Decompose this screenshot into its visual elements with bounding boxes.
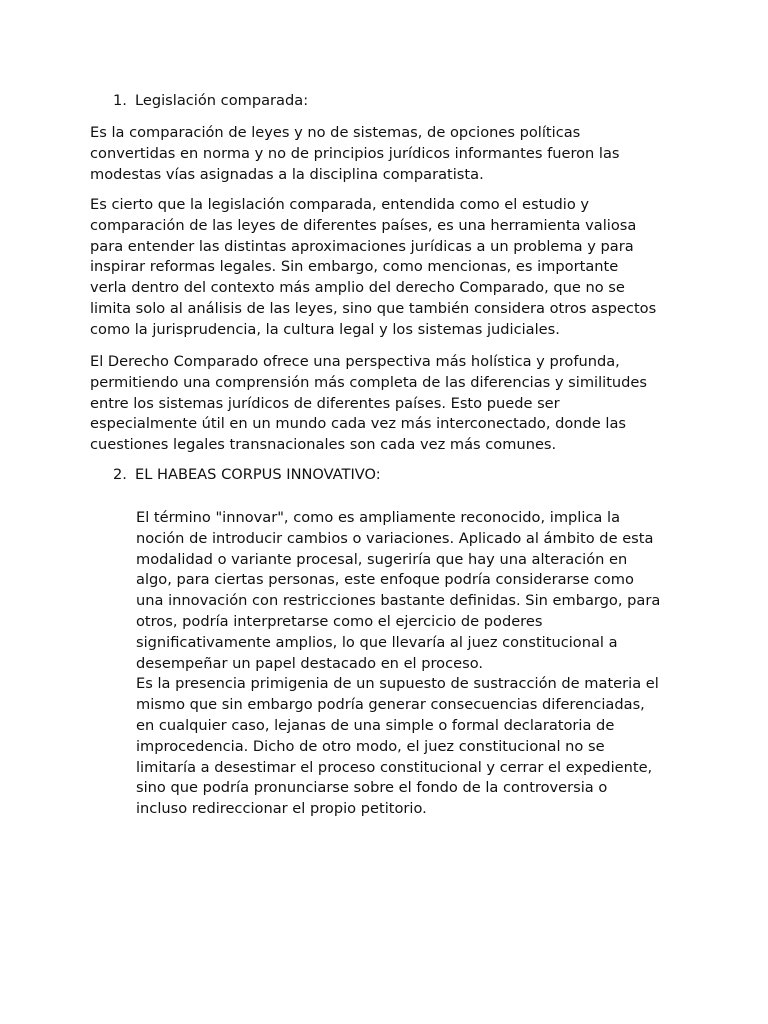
text-line: inspirar reformas legales. Sin embargo, como mencionas, es importante (90, 258, 619, 276)
text-line: desempeñar un papel destacado en el proceso. (136, 654, 484, 672)
text-line: verla dentro del contexto más amplio del derecho Comparado, que no se (90, 279, 625, 297)
list-number: 2. (113, 466, 127, 483)
text-line: convertidas en norma y no de principios jurídicos informantes fueron las (90, 144, 620, 162)
section-heading-2 (113, 465, 673, 486)
text-line: en cualquier caso, lejanas de una simple o formal declaratoria de (136, 716, 615, 734)
text-line: limitaría a desestimar el proceso constitucional y cerrar el expediente, (136, 758, 653, 776)
text-line: Es cierto que la legislación comparada, entendida como el estudio y (90, 196, 590, 213)
text-line: Es la presencia primigenia de un supuesto de sustracción de materia el (136, 675, 659, 693)
text-line: El Derecho Comparado ofrece una perspectiva más holística y profunda, (90, 353, 620, 370)
paragraph-2 (90, 195, 690, 341)
text-line: algo, para ciertas personas, este enfoque podría considerarse como (136, 571, 634, 589)
text-line: comparación de las leyes de diferentes países, es una herramienta valiosa (90, 216, 637, 234)
text-line: incluso redireccionar el propio petitorio. (136, 800, 427, 818)
text-line: permitiendo una comprensión más completa de las diferencias y similitudes (90, 373, 648, 391)
text-line: una innovación con restricciones bastante definidas. Sin embargo, para (136, 592, 661, 610)
text-line: Es la comparación de leyes y no de sistemas, de opciones políticas (90, 124, 581, 141)
text-line: sino que podría pronunciarse sobre el fondo de la controversia o (136, 779, 608, 797)
text-line: modestas vías asignadas a la disciplina comparatista. (90, 165, 484, 183)
paragraph-4 (136, 508, 696, 820)
text-line: entre los sistemas jurídicos de diferentes países. Esto puede ser (90, 394, 560, 412)
text-line: limita solo al análisis de las leyes, sino que también considera otros aspectos (90, 299, 657, 317)
text-line: improcedencia. Dicho de otro modo, el juez constitucional no se (136, 737, 605, 755)
paragraph-3 (90, 352, 690, 456)
section-title: EL HABEAS CORPUS INNOVATIVO: (135, 466, 381, 483)
text-line: como la jurisprudencia, la cultura legal y los sistemas judiciales. (90, 320, 560, 338)
text-line: El término "innovar", como es ampliamente reconocido, implica la (136, 509, 621, 526)
text-line: especialmente útil en un mundo cada vez más interconectado, donde las (90, 415, 627, 433)
text-line: otros, podría interpretarse como el ejercicio de poderes (136, 612, 543, 630)
section-title: Legislación comparada: (135, 92, 309, 109)
text-line: para entender las distintas aproximaciones jurídicas a un problema y para (90, 237, 634, 255)
text-line: significativamente amplios, lo que llevaría al juez constitucional a (136, 633, 618, 651)
paragraph-1 (90, 123, 690, 185)
list-number: 1. (113, 92, 127, 109)
text-line: mismo que sin embargo podría generar consecuencias diferenciadas, (136, 696, 645, 714)
text-line: modalidad o variante procesal, sugeriría que hay una alteración en (136, 550, 628, 568)
text-line: cuestiones legales transnacionales son cada vez más comunes. (90, 436, 557, 454)
section-heading-1 (113, 91, 673, 112)
text-line: noción de introducir cambios o variaciones. Aplicado al ámbito de esta (136, 529, 654, 547)
